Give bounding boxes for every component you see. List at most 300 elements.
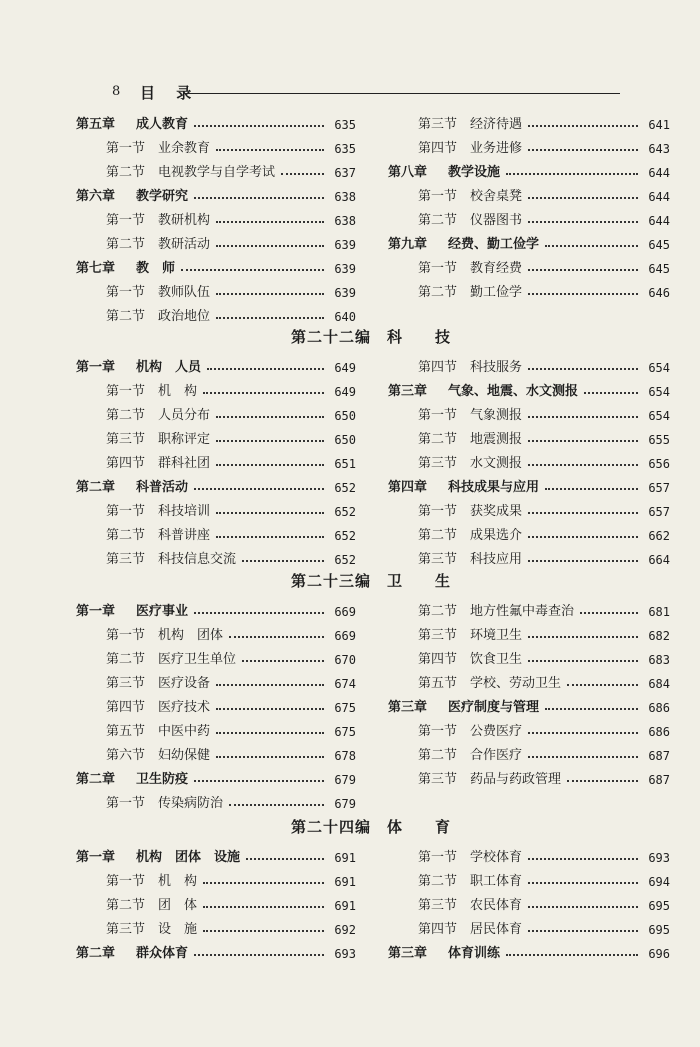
entry-title: 环境卫生: [470, 628, 523, 643]
entry-page-number: 655: [648, 433, 670, 447]
entry-number: 第三节: [106, 432, 146, 447]
entry-title: 电视教学与自学考试: [158, 165, 276, 180]
entry-title: 业余教育: [158, 141, 211, 156]
entry-number: 第二节: [418, 528, 458, 543]
entry-page-number: 654: [648, 385, 670, 399]
dot-leader: [216, 732, 324, 734]
entry-page-number: 639: [334, 286, 356, 300]
toc-section-entry: [76, 137, 356, 161]
toc-column-right: [388, 113, 670, 305]
dot-leader: [194, 780, 324, 782]
toc-section-entry: [76, 428, 356, 452]
entry-number: 第三节: [418, 117, 458, 132]
entry-page-number: 652: [334, 481, 356, 495]
entry-page-number: 638: [334, 190, 356, 204]
entry-page-number: 696: [648, 947, 670, 961]
entry-number: 第三节: [418, 772, 458, 787]
entry-page-number: 693: [334, 947, 356, 961]
entry-title: 机 构: [158, 384, 198, 399]
toc-section-entry: [76, 161, 356, 185]
entry-title: 医疗卫生单位: [158, 652, 237, 667]
dot-leader: [194, 612, 324, 614]
toc-section-entry: [388, 846, 670, 870]
toc-section-entry: [76, 648, 356, 672]
entry-title: 医疗设备: [158, 676, 211, 691]
page-title: 目 录: [140, 84, 200, 102]
toc-section-entry: [388, 648, 670, 672]
entry-title: 饮食卫生: [470, 652, 523, 667]
toc-section-entry: [388, 257, 670, 281]
toc-section-entry: [388, 524, 670, 548]
entry-page-number: 641: [648, 118, 670, 132]
toc-section-entry: [76, 548, 356, 572]
dot-leader: [216, 245, 324, 247]
toc-section-entry: [388, 768, 670, 792]
toc-section-entry: [388, 209, 670, 233]
entry-page-number: 691: [334, 875, 356, 889]
entry-number: 第三节: [106, 552, 146, 567]
entry-title: 成人教育: [136, 117, 189, 132]
entry-number: 第三章: [388, 700, 428, 715]
entry-title: 农民体育: [470, 898, 523, 913]
entry-page-number: 640: [334, 310, 356, 324]
entry-number: 第六章: [76, 189, 116, 204]
entry-number: 第二节: [106, 165, 146, 180]
dot-leader: [528, 732, 638, 734]
entry-page-number: 679: [334, 773, 356, 787]
toc-chapter-entry: [76, 113, 356, 137]
toc-column-right: [388, 600, 670, 792]
entry-page-number: 693: [648, 851, 670, 865]
dot-leader: [528, 440, 638, 442]
entry-page-number: 657: [648, 481, 670, 495]
dot-leader: [528, 560, 638, 562]
entry-page-number: 681: [648, 605, 670, 619]
dot-leader: [528, 636, 638, 638]
dot-leader: [194, 954, 324, 956]
toc-section-entry: [388, 113, 670, 137]
entry-page-number: 652: [334, 505, 356, 519]
toc-chapter-entry: [76, 846, 356, 870]
toc-section-entry: [76, 720, 356, 744]
entry-number: 第二节: [106, 408, 146, 423]
entry-page-number: 646: [648, 286, 670, 300]
entry-number: 第二节: [418, 213, 458, 228]
dot-leader: [216, 440, 324, 442]
entry-page-number: 654: [648, 361, 670, 375]
entry-number: 第一节: [418, 408, 458, 423]
entry-number: 第三节: [106, 922, 146, 937]
entry-number: 第二节: [418, 748, 458, 763]
entry-title: 教研活动: [158, 237, 211, 252]
toc-section-entry: [388, 185, 670, 209]
entry-number: 第三节: [418, 628, 458, 643]
toc-section-entry: [388, 428, 670, 452]
entry-title: 气象测报: [470, 408, 523, 423]
toc-section-entry: [76, 870, 356, 894]
entry-title: 政治地位: [158, 309, 211, 324]
toc-chapter-entry: [76, 356, 356, 380]
entry-title: 机构 团体 设施: [136, 850, 241, 865]
entry-page-number: 644: [648, 214, 670, 228]
dot-leader: [528, 197, 638, 199]
dot-leader: [203, 930, 324, 932]
entry-page-number: 644: [648, 190, 670, 204]
toc-section-entry: [388, 548, 670, 572]
entry-number: 第三章: [388, 384, 428, 399]
entry-number: 第一节: [418, 504, 458, 519]
entry-page-number: 656: [648, 457, 670, 471]
entry-title: 合作医疗: [470, 748, 523, 763]
toc-column-left: [76, 356, 356, 572]
entry-number: 第一节: [418, 724, 458, 739]
dot-leader: [216, 684, 324, 686]
toc-section-entry: [76, 792, 356, 816]
dot-leader: [216, 416, 324, 418]
toc-section-entry: [388, 720, 670, 744]
dot-leader: [528, 536, 638, 538]
dot-leader: [216, 756, 324, 758]
entry-title: 科技培训: [158, 504, 211, 519]
toc-section-entry: [76, 452, 356, 476]
entry-page-number: 691: [334, 899, 356, 913]
toc-chapter-entry: [76, 942, 356, 966]
entry-page-number: 674: [334, 677, 356, 691]
toc-section-entry: [76, 744, 356, 768]
entry-title: 水文测报: [470, 456, 523, 471]
dot-leader: [528, 930, 638, 932]
entry-page-number: 695: [648, 923, 670, 937]
dot-leader: [528, 660, 638, 662]
toc-chapter-entry: [388, 696, 670, 720]
toc-chapter-entry: [388, 476, 670, 500]
toc-column-left: [76, 600, 356, 816]
entry-title: 卫生防疫: [136, 772, 189, 787]
dot-leader: [528, 368, 638, 370]
entry-page-number: 649: [334, 361, 356, 375]
entry-page-number: 637: [334, 166, 356, 180]
toc-chapter-entry: [76, 185, 356, 209]
toc-chapter-entry: [76, 257, 356, 281]
dot-leader: [194, 488, 324, 490]
entry-number: 第二章: [76, 480, 116, 495]
entry-page-number: 645: [648, 262, 670, 276]
toc-section-entry: [388, 672, 670, 696]
entry-number: 第一节: [106, 213, 146, 228]
entry-number: 第一章: [76, 850, 116, 865]
entry-number: 第一章: [76, 360, 116, 375]
entry-number: 第一节: [106, 141, 146, 156]
entry-number: 第二章: [76, 946, 116, 961]
entry-title: 机构 团体: [158, 628, 224, 643]
entry-title: 教 师: [136, 261, 176, 276]
entry-title: 教育经费: [470, 261, 523, 276]
entry-number: 第二节: [418, 604, 458, 619]
entry-title: 教研机构: [158, 213, 211, 228]
entry-number: 第四节: [106, 456, 146, 471]
toc-section-entry: [76, 500, 356, 524]
entry-number: 第二节: [106, 528, 146, 543]
dot-leader: [246, 858, 324, 860]
entry-page-number: 683: [648, 653, 670, 667]
entry-title: 教师队伍: [158, 285, 211, 300]
entry-number: 第一节: [106, 504, 146, 519]
entry-number: 第一节: [418, 261, 458, 276]
entry-page-number: 662: [648, 529, 670, 543]
toc-section-entry: [76, 404, 356, 428]
toc-section-entry: [76, 672, 356, 696]
entry-number: 第四节: [418, 141, 458, 156]
entry-number: 第二节: [106, 237, 146, 252]
entry-title: 校舍桌凳: [470, 189, 523, 204]
dot-leader: [216, 464, 324, 466]
dot-leader: [567, 684, 638, 686]
entry-title: 地震测报: [470, 432, 523, 447]
entry-number: 第一节: [106, 874, 146, 889]
entry-page-number: 687: [648, 749, 670, 763]
entry-number: 第一节: [106, 628, 146, 643]
entry-page-number: 635: [334, 142, 356, 156]
dot-leader: [506, 954, 638, 956]
toc-section-entry: [76, 624, 356, 648]
entry-title: 中医中药: [158, 724, 211, 739]
dot-leader: [528, 756, 638, 758]
dot-leader: [528, 221, 638, 223]
entry-title: 医疗制度与管理: [448, 700, 540, 715]
dot-leader: [242, 660, 324, 662]
dot-leader: [216, 536, 324, 538]
dot-leader: [216, 708, 324, 710]
entry-title: 群众体育: [136, 946, 189, 961]
dot-leader: [580, 612, 638, 614]
dot-leader: [207, 368, 324, 370]
toc-section-entry: [388, 918, 670, 942]
toc-section-entry: [76, 696, 356, 720]
dot-leader: [528, 906, 638, 908]
entry-number: 第二节: [106, 652, 146, 667]
toc-section-entry: [388, 137, 670, 161]
entry-title: 人员分布: [158, 408, 211, 423]
entry-number: 第四节: [418, 360, 458, 375]
dot-leader: [194, 125, 324, 127]
entry-page-number: 694: [648, 875, 670, 889]
entry-page-number: 643: [648, 142, 670, 156]
entry-number: 第三节: [106, 676, 146, 691]
dot-leader: [194, 197, 324, 199]
entry-number: 第三节: [418, 456, 458, 471]
entry-title: 科技应用: [470, 552, 523, 567]
entry-title: 团 体: [158, 898, 198, 913]
toc-section-entry: [388, 744, 670, 768]
entry-title: 医疗技术: [158, 700, 211, 715]
toc-section-entry: [388, 404, 670, 428]
toc-section-entry: [76, 524, 356, 548]
dot-leader: [528, 149, 638, 151]
dot-leader: [216, 512, 324, 514]
dot-leader: [528, 512, 638, 514]
toc-section-entry: [76, 233, 356, 257]
toc-chapter-entry: [76, 476, 356, 500]
dot-leader: [528, 416, 638, 418]
dot-leader: [545, 708, 638, 710]
entry-page-number: 657: [648, 505, 670, 519]
entry-page-number: 692: [334, 923, 356, 937]
section-title: 第二十四编 体 育: [290, 818, 451, 836]
entry-title: 医疗事业: [136, 604, 189, 619]
toc-section-entry: [388, 624, 670, 648]
entry-title: 教学研究: [136, 189, 189, 204]
entry-title: 职称评定: [158, 432, 211, 447]
entry-number: 第三节: [418, 898, 458, 913]
entry-number: 第四节: [106, 700, 146, 715]
entry-title: 体育训练: [448, 946, 501, 961]
dot-leader: [216, 221, 324, 223]
entry-number: 第三章: [388, 946, 428, 961]
entry-number: 第二节: [418, 285, 458, 300]
entry-number: 第七章: [76, 261, 116, 276]
toc-column-right: [388, 846, 670, 966]
entry-title: 学校体育: [470, 850, 523, 865]
dot-leader: [229, 804, 324, 806]
entry-number: 第八章: [388, 165, 428, 180]
entry-page-number: 669: [334, 605, 356, 619]
toc-chapter-entry: [76, 768, 356, 792]
section-title: 第二十三编 卫 生: [290, 572, 451, 590]
entry-title: 居民体育: [470, 922, 523, 937]
dot-leader: [203, 906, 324, 908]
entry-page-number: 691: [334, 851, 356, 865]
entry-number: 第一节: [106, 796, 146, 811]
entry-page-number: 639: [334, 262, 356, 276]
toc-section-entry: [388, 870, 670, 894]
entry-page-number: 650: [334, 409, 356, 423]
entry-number: 第五节: [106, 724, 146, 739]
section-title: 第二十二编 科 技: [290, 328, 451, 346]
entry-page-number: 652: [334, 553, 356, 567]
toc-section-entry: [388, 500, 670, 524]
toc-section-entry: [76, 918, 356, 942]
dot-leader: [216, 317, 324, 319]
entry-title: 机 构: [158, 874, 198, 889]
dot-leader: [229, 636, 324, 638]
entry-number: 第二节: [418, 432, 458, 447]
dot-leader: [584, 392, 638, 394]
toc-section-entry: [388, 894, 670, 918]
entry-number: 第一节: [106, 384, 146, 399]
entry-page-number: 652: [334, 529, 356, 543]
dot-leader: [545, 245, 638, 247]
entry-title: 学校、劳动卫生: [470, 676, 562, 691]
entry-title: 经济待遇: [470, 117, 523, 132]
entry-title: 科技服务: [470, 360, 523, 375]
toc-column-left: [76, 113, 356, 329]
entry-page-number: 695: [648, 899, 670, 913]
dot-leader: [528, 858, 638, 860]
entry-page-number: 675: [334, 725, 356, 739]
toc-section-entry: [76, 380, 356, 404]
dot-leader: [567, 780, 638, 782]
entry-page-number: 639: [334, 238, 356, 252]
entry-title: 群科社团: [158, 456, 211, 471]
entry-page-number: 684: [648, 677, 670, 691]
entry-page-number: 649: [334, 385, 356, 399]
entry-page-number: 650: [334, 433, 356, 447]
entry-title: 科普讲座: [158, 528, 211, 543]
entry-number: 第五节: [418, 676, 458, 691]
entry-page-number: 638: [334, 214, 356, 228]
entry-page-number: 679: [334, 797, 356, 811]
entry-number: 第二节: [418, 874, 458, 889]
page-number: 8: [112, 84, 121, 99]
entry-title: 设 施: [158, 922, 198, 937]
toc-section-entry: [388, 452, 670, 476]
entry-title: 传染病防治: [158, 796, 224, 811]
entry-number: 第四章: [388, 480, 428, 495]
entry-page-number: 635: [334, 118, 356, 132]
entry-page-number: 675: [334, 701, 356, 715]
dot-leader: [528, 882, 638, 884]
dot-leader: [203, 392, 324, 394]
entry-title: 业务进修: [470, 141, 523, 156]
dot-leader: [545, 488, 638, 490]
entry-title: 科技成果与应用: [448, 480, 540, 495]
entry-page-number: 644: [648, 166, 670, 180]
entry-number: 第五章: [76, 117, 116, 132]
entry-number: 第二节: [106, 309, 146, 324]
dot-leader: [242, 560, 324, 562]
entry-title: 获奖成果: [470, 504, 523, 519]
entry-title: 科普活动: [136, 480, 189, 495]
toc-column-right: [388, 356, 670, 572]
dot-leader: [203, 882, 324, 884]
dot-leader: [528, 293, 638, 295]
entry-page-number: 670: [334, 653, 356, 667]
dot-leader: [506, 173, 638, 175]
entry-page-number: 686: [648, 725, 670, 739]
entry-title: 妇幼保健: [158, 748, 211, 763]
entry-number: 第一节: [418, 850, 458, 865]
dot-leader: [181, 269, 324, 271]
entry-title: 职工体育: [470, 874, 523, 889]
toc-chapter-entry: [388, 380, 670, 404]
entry-number: 第一章: [76, 604, 116, 619]
entry-page-number: 686: [648, 701, 670, 715]
entry-page-number: 651: [334, 457, 356, 471]
toc-section-entry: [388, 600, 670, 624]
entry-title: 公费医疗: [470, 724, 523, 739]
toc-section-entry: [388, 281, 670, 305]
entry-page-number: 645: [648, 238, 670, 252]
entry-title: 地方性氟中毒查治: [470, 604, 575, 619]
entry-page-number: 687: [648, 773, 670, 787]
toc-column-left: [76, 846, 356, 966]
entry-title: 科技信息交流: [158, 552, 237, 567]
entry-number: 第四节: [418, 922, 458, 937]
entry-title: 仪器图书: [470, 213, 523, 228]
entry-number: 第四节: [418, 652, 458, 667]
entry-number: 第一节: [418, 189, 458, 204]
entry-page-number: 654: [648, 409, 670, 423]
toc-section-entry: [76, 209, 356, 233]
entry-title: 教学设施: [448, 165, 501, 180]
entry-title: 勤工俭学: [470, 285, 523, 300]
entry-page-number: 678: [334, 749, 356, 763]
entry-page-number: 669: [334, 629, 356, 643]
entry-number: 第一节: [106, 285, 146, 300]
entry-number: 第九章: [388, 237, 428, 252]
dot-leader: [528, 464, 638, 466]
dot-leader: [281, 173, 324, 175]
